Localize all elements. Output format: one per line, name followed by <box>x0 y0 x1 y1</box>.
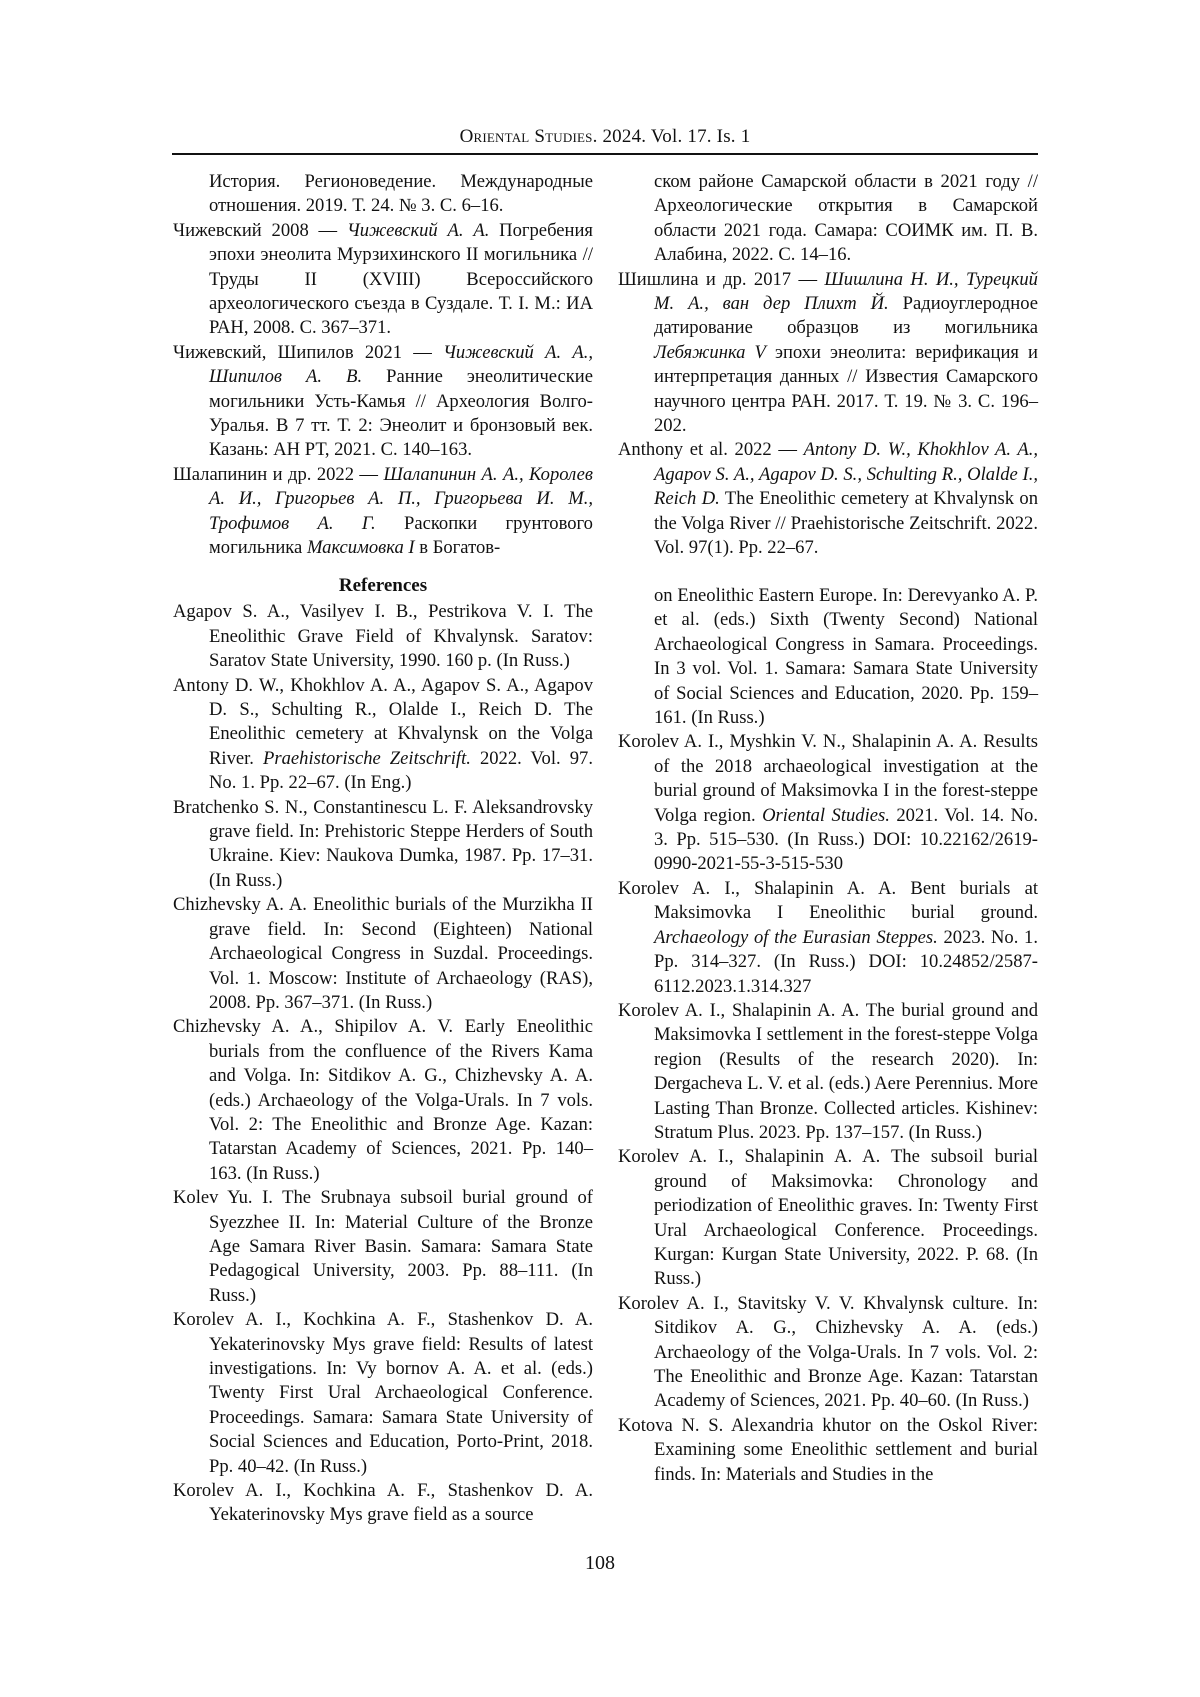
reference-text: Korolev A. I., Stavitsky V. V. Khvalynsk culture. In: Sitdikov A. G., Chizhevsky A. A. (eds.) Archaeology of the Volga-Urals. In 7 vols. Vol. 2: The Eneolithic and Bronze Age. Kazan: Tatarstan Academy of Sciences, 2021. Pp. 40–60. (In Russ.) <box>618 1292 1038 1412</box>
issue-info: . 2024. Vol. 17. Is. 1 <box>592 126 751 147</box>
reference-continuation <box>173 170 593 219</box>
reference-entry <box>173 796 593 894</box>
reference-text: Шишлина и др. 2017 — <box>618 268 825 290</box>
reference-text: Чижевский, Шипилов 2021 — <box>173 341 444 363</box>
reference-text: Kolev Yu. I. The Srubnaya subsoil burial ground of Syezzhee II. In: Material Culture of the Bronze Age Samara River Basin. Samara: Samara State Pedagogical University, 2003. Pp. 88–111. (In Russ.) <box>173 1187 593 1306</box>
reference-text: Bratchenko S. N., Constantinescu L. F. Aleksandrovsky grave field. In: Prehistoric Steppe Herders of South Ukraine. Kiev: Naukova Dumka, 1987. Pp. 17–31. (In Russ.) <box>173 796 593 891</box>
reference-text: Korolev A. I., Kochkina A. F., Stashenkov D. A. Yekaterinovsky Mys grave field: Results of latest investigations. In: Vy bornov A. A. et al. (eds.) Twenty First Ural Archaeological Conference. Proceedings. Samara: Samara State University of Social Sciences and Education, Porto-Print, 2018. Pp. 40–42. (In Russ.) <box>173 1309 593 1477</box>
reference-text: Chizhevsky A. A. Eneolithic burials of the Murzikha II grave field. In: Second (Eighteen) National Archaeological Congress in Suzdal. Proceedings. Vol. 1. Moscow: Institute of Archaeology (RAS), 2008. Pp. 367–371. (In Russ.) <box>173 894 593 1013</box>
references-list-left <box>173 600 593 1527</box>
reference-entry <box>173 1015 593 1186</box>
reference-italic-text: Шишлина Н. И., Турецкий М. А., ван дер Плихт Й. <box>654 268 1038 315</box>
reference-text: Погребения эпохи энеолита Мурзихинского II могильника // Труды II (XVIII) Всероссийского археологического съезда в Суздале. Т. I. М.: ИА РАН, 2008. С. 367–371. <box>209 219 593 339</box>
reference-entry <box>173 674 593 796</box>
reference-text: Раскопки грунтового могильника <box>209 512 593 559</box>
reference-text: Chizhevsky A. A., Shipilov A. V. Early Eneolithic burials from the confluence of the Rivers Kama and Volga. In: Sitdikov A. G., Chizhevsky A. A. (eds.) Archaeology of the Volga-Urals. In 7 vols. Vol. 2: The Eneolithic and Bronze Age. Kazan: Tatarstan Academy of Sciences, 2021. Pp. 140–163. (In Russ.) <box>173 1016 593 1184</box>
reference-text: Antony D. W., Khokhlov A. A., Agapov S. A., Agapov D. S., Schulting R., Olalde I., Reich D. The Eneolithic cemetery at Khvalynsk on the Volga River. <box>173 674 593 769</box>
reference-entry <box>173 600 593 673</box>
reference-text: Korolev A. I., Myshkin V. N., Shalapinin A. A. Results of the 2018 archaeological investigation at the burial ground of Maksimovka I in the forest-steppe Volga region. <box>618 731 1038 826</box>
running-header <box>172 126 1038 148</box>
header-rule <box>172 153 1038 155</box>
column-right-top <box>618 170 1038 561</box>
reference-italic-text: Максимовка I <box>306 537 415 559</box>
column-right-references <box>618 584 1038 1487</box>
reference-text: Шалапинин и др. 2022 — <box>173 463 384 485</box>
reference-text: on Eneolithic Eastern Europe. In: Derevyanko A. P. et al. (eds.) Sixth (Twenty Second) National Archaeological Congress in Samara. Proceedings. In 3 vol. Vol. 1. Samara: Samara State University of Social Sciences and Education, 2020. Pp. 159–161. (In Russ.) <box>654 585 1038 729</box>
reference-italic-text: Лебяжинка V <box>654 341 766 363</box>
reference-text: Радиоуглеродное датирование образцов из могильника <box>654 293 1038 339</box>
reference-text: 2021. Vol. 14. No. 3. Pp. 515–530. (In Russ.) DOI: 10.22162/2619-0990-2021-55-3-515-530 <box>654 804 1038 875</box>
reference-text: Чижевский 2008 — <box>173 219 347 241</box>
reference-entry <box>618 1414 1038 1487</box>
reference-text: Ранние энеолитические могильники Усть-Камья // Археология Волго-Уралья. В 7 тт. Т. 2: Энеолит и бронзовый век. Казань: АН РТ, 2021. С. 140–163. <box>209 366 594 461</box>
column-left-top <box>173 170 593 561</box>
reference-text: эпохи энеолита: верификация и интерпретация данных // Известия Самарского научного центра РАН. 2017. Т. 19. № 3. С. 196–202. <box>654 341 1038 437</box>
reference-entry <box>173 1186 593 1308</box>
reference-text: 2022. Vol. 97. No. 1. Pp. 22–67. (In Eng.) <box>209 747 593 794</box>
reference-text: в Богатов- <box>414 537 501 559</box>
reference-entry <box>618 1145 1038 1291</box>
reference-entry <box>173 341 593 463</box>
reference-entry <box>618 268 1038 439</box>
reference-text: Anthony et al. 2022 — <box>618 439 804 461</box>
reference-entry <box>173 463 593 561</box>
reference-entry <box>618 730 1038 876</box>
reference-italic-text: Praehistorische Zeitschrift. <box>263 747 471 769</box>
reference-entry <box>618 1292 1038 1414</box>
reference-text: Korolev A. I., Shalapinin A. A. The subsoil burial ground of Maksimovka: Chronology and periodization of Eneolithic graves. In: Twenty First Ural Archaeological Conference. Proceedings. Kurgan: Kurgan State University, 2022. P. 68. (In Russ.) <box>618 1146 1038 1290</box>
reference-text: 2023. No. 1. Pp. 314–327. (In Russ.) DOI: 10.24852/2587-6112.2023.1.314.327 <box>654 926 1038 997</box>
journal-name: Oriental Studies <box>459 126 593 147</box>
reference-entry <box>173 1308 593 1479</box>
column-left-references <box>173 574 593 1528</box>
reference-text: Korolev A. I., Shalapinin A. A. The burial ground and Maksimovka I settlement in the forest-steppe Volga region (Results of the research 2020). In: Dergacheva L. V. et al. (eds.) Aere Perennius. More Lasting Than Bronze. Collected articles. Kishinev: Stratum Plus. 2023. Pp. 137–157. (In Russ.) <box>618 999 1038 1143</box>
reference-entry <box>618 438 1038 560</box>
reference-italic-text: Antony D. W., Khokhlov A. A., Agapov S. A., Agapov D. S., Schulting R., Olalde I., Reich D. <box>654 439 1038 510</box>
reference-italic-text: Чижевский А. А. <box>346 219 490 241</box>
reference-text: Korolev A. I., Kochkina A. F., Stashenkov D. A. Yekaterinovsky Mys grave field as a source <box>173 1480 593 1526</box>
page-number: 108 <box>585 1552 615 1574</box>
reference-text: ском районе Самарской области в 2021 году // Археологические открытия в Самарской области 2021 года. Самара: СОИМК им. П. В. Алабина, 2022. С. 14–16. <box>654 171 1038 266</box>
reference-text: Korolev A. I., Shalapinin A. A. Bent burials at Maksimovka I Eneolithic burial ground. <box>618 877 1038 924</box>
reference-continuation <box>618 584 1038 730</box>
reference-entry <box>173 1479 593 1528</box>
reference-text: История. Регионоведение. Международные отношения. 2019. Т. 24. № 3. С. 6–16. <box>209 171 593 217</box>
reference-italic-text: Archaeology of the Eurasian Steppes. <box>654 926 938 948</box>
reference-entry <box>173 219 593 341</box>
reference-text: Agapov S. A., Vasilyev I. B., Pestrikova V. I. The Eneolithic Grave Field of Khvalynsk. Saratov: Saratov State University, 1990. 160 p. (In Russ.) <box>173 601 593 672</box>
reference-text: Kotova N. S. Alexandria khutor on the Oskol River: Examining some Eneolithic settlement and burial finds. In: Materials and Studies in the <box>618 1414 1038 1485</box>
reference-italic-text: Шалапинин А. А., Королев А. И., Григорьев А. П., Григорьева И. М., Трофимов А. Г. <box>209 463 593 534</box>
reference-continuation <box>618 170 1038 268</box>
reference-entry <box>618 999 1038 1145</box>
references-heading: References <box>338 575 428 596</box>
reference-text: The Eneolithic cemetery at Khvalynsk on the Volga River // Praehistorische Zeitschrift. 2022. Vol. 97(1). Pp. 22–67. <box>654 488 1038 559</box>
reference-italic-text: Чижевский А. А., Шипилов А. В. <box>209 341 593 388</box>
reference-entry <box>173 893 593 1015</box>
reference-entry <box>618 877 1038 999</box>
reference-italic-text: Oriental Studies. <box>762 804 890 826</box>
